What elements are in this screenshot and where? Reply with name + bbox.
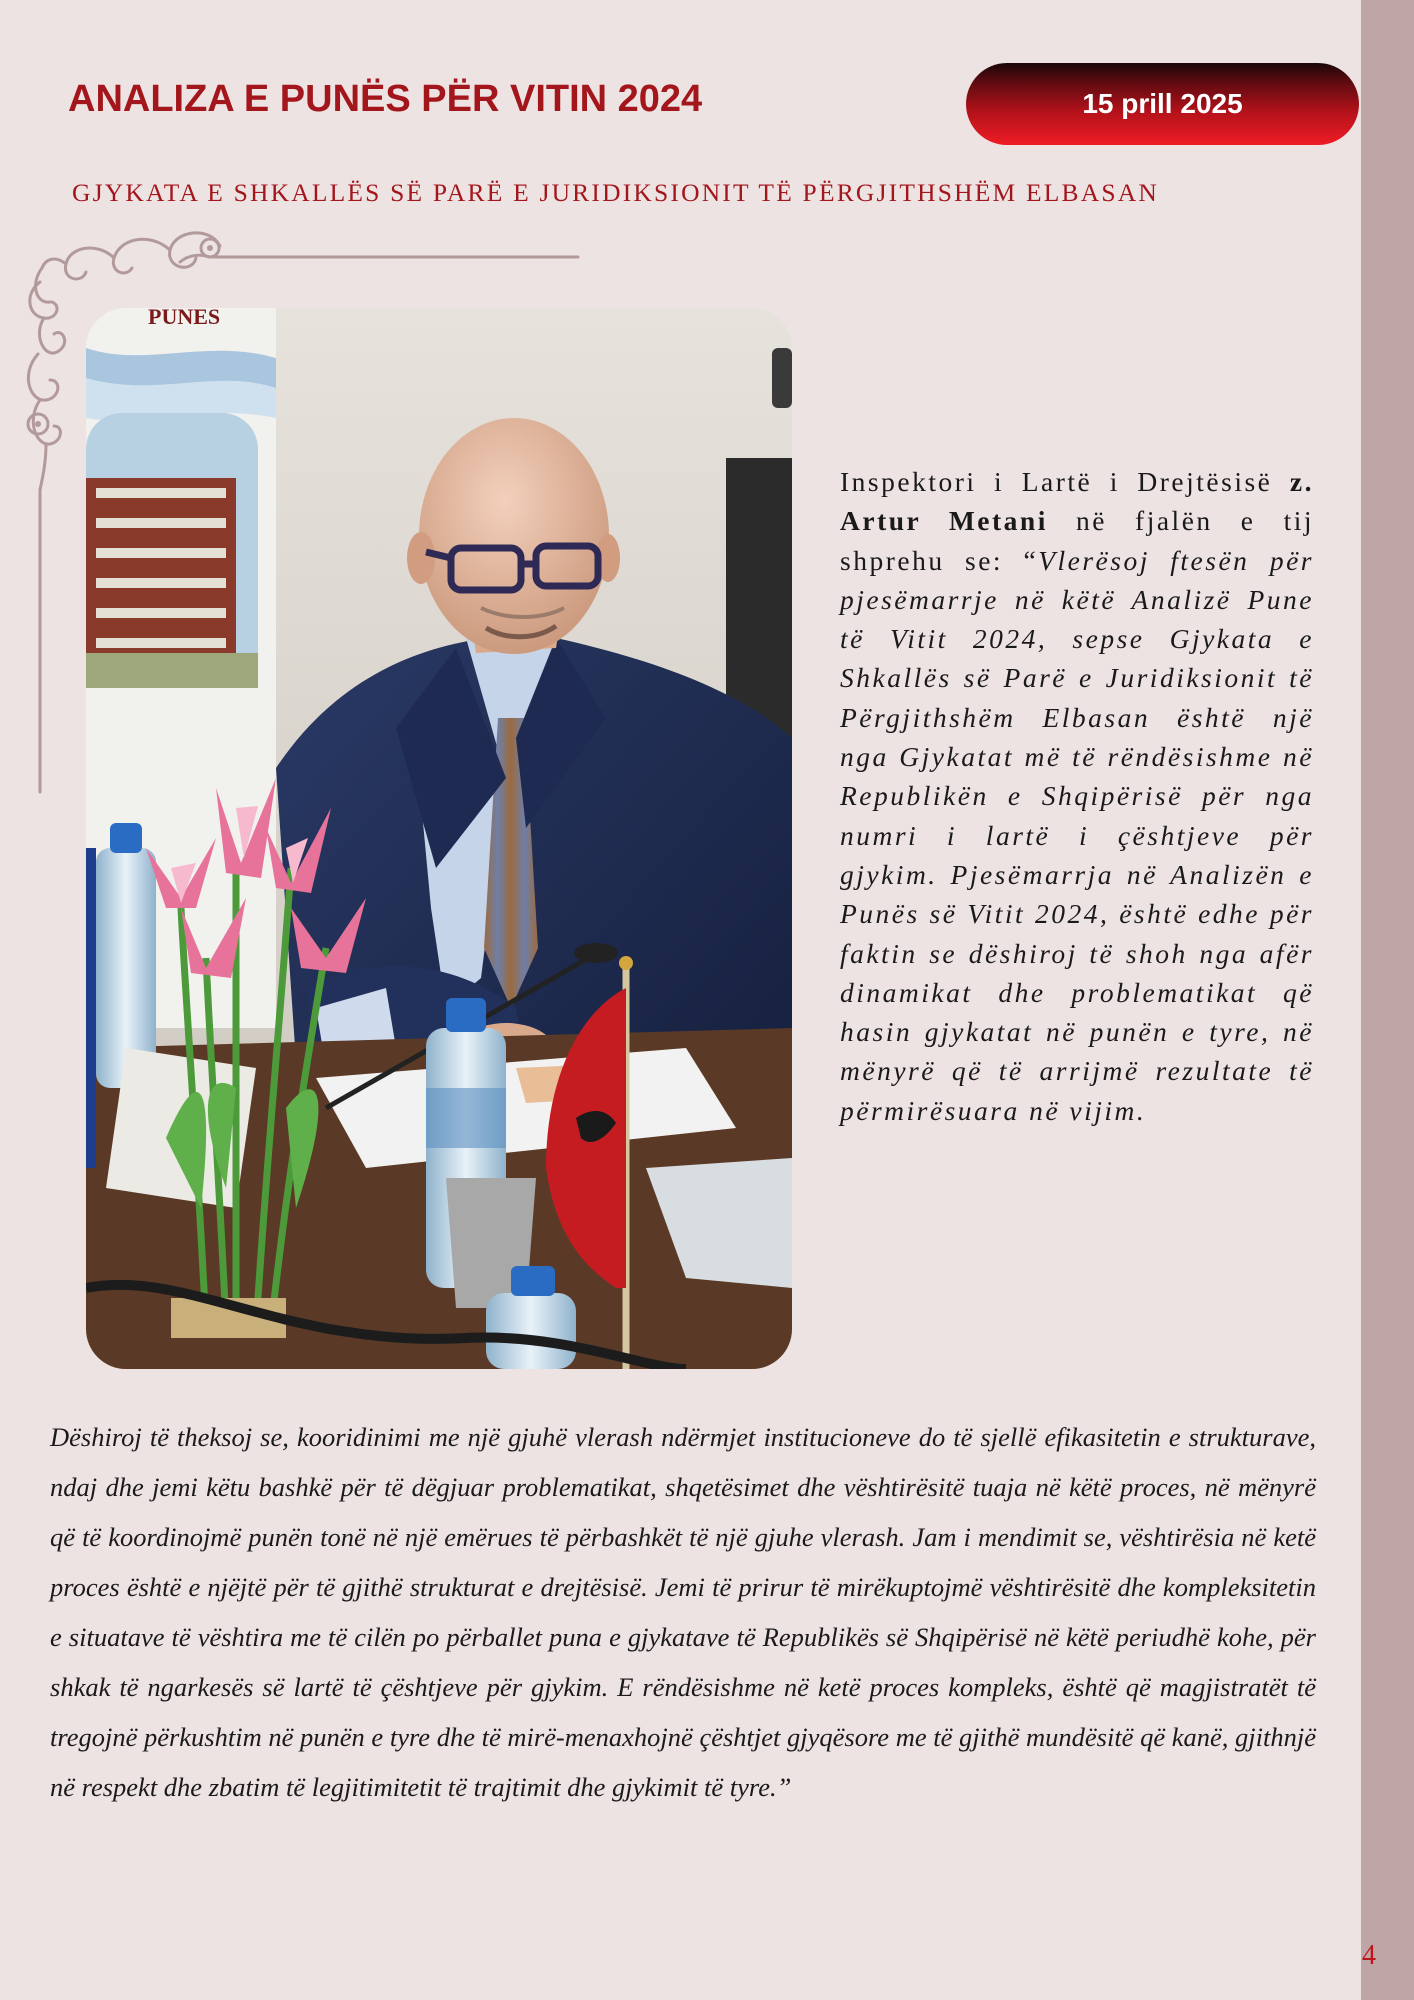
page-number: 4 [1362, 1940, 1376, 1971]
date-badge: 15 prill 2025 [966, 63, 1359, 145]
right-side-band [1361, 0, 1414, 2000]
statement-intro: Inspektori i Lartë i Drejtësisë [840, 466, 1290, 497]
inspector-statement [840, 462, 1314, 1130]
court-name-heading: GJYKATA E SHKALLËS SË PARË E JURIDIKSIONIT TË PËRGJITHSHËM ELBASAN [72, 178, 1159, 207]
statement-quote: Vlerësoj ftesën për pjesëmarrje në këtë Analizë Pune të Vitit 2024, sepse Gjykata e Shkallës së Parë e Juridiksionit të Përgjithshëm Elbasan është një nga Gjykatat më të rëndësishme në Republikën e Shqipërisë për nga numri i lartë i çështjeve për gjykim. Pjesëmarrja në Analizën e Punës së Vitit 2024, është edhe për faktin se dëshiroj të shoh nga afër dinamikat dhe problematikat që hasin gjykatat në punën e tyre, në mënyrë që të arrijmë rezultate të përmirësuara në vijim. [840, 544, 1314, 1126]
photo-inspector-portrait [86, 308, 792, 1369]
statement-continuation: Dëshiroj të theksoj se, kooridinimi me një gjuhë vlerash ndërmjet institucioneve do të sjellë efikasitetin e strukturave, ndaj dhe jemi këtu bashkë për të dëgjuar problematikat, shqetësimet dhe vështirësitë tuaja në këtë proces, në mënyrë që të koordinojmë punën tonë në një emërues të përbashkët të një gjuhe vlerash. Jam i mendimit se, vështirësia në ketë proces është e njëjtë për të gjithë strukturat e drejtësisë. Jemi të prirur të mirëkuptojmë vështirësitë dhe kompleksitetin e situatave të vështira me të cilën po përballet puna e gjykatave të Republikës së Shqipërisë në këtë periudhë kohe, për shkak të ngarkesës së lartë të çështjeve për gjykim. E rëndësishme në ketë proces kompleks, është që magjistratët të tregojnë përkushtim në punën e tyre dhe të mirë-menaxhojnë çështjet gjyqësore me të gjithë mundësitë që kanë, gjithnjë në respekt dhe zbatim të legjitimitetit të trajtimit dhe gjykimit të tyre.” [50, 1422, 1316, 1802]
page-title: ANALIZA E PUNËS PËR VITIN 2024 [68, 78, 703, 120]
inspector-name: z. Artur Metani [840, 466, 1314, 537]
statement-lead: në fjalën e tij shprehu se: “ [840, 505, 1315, 576]
photo-banner-text: PUNES [148, 308, 221, 329]
